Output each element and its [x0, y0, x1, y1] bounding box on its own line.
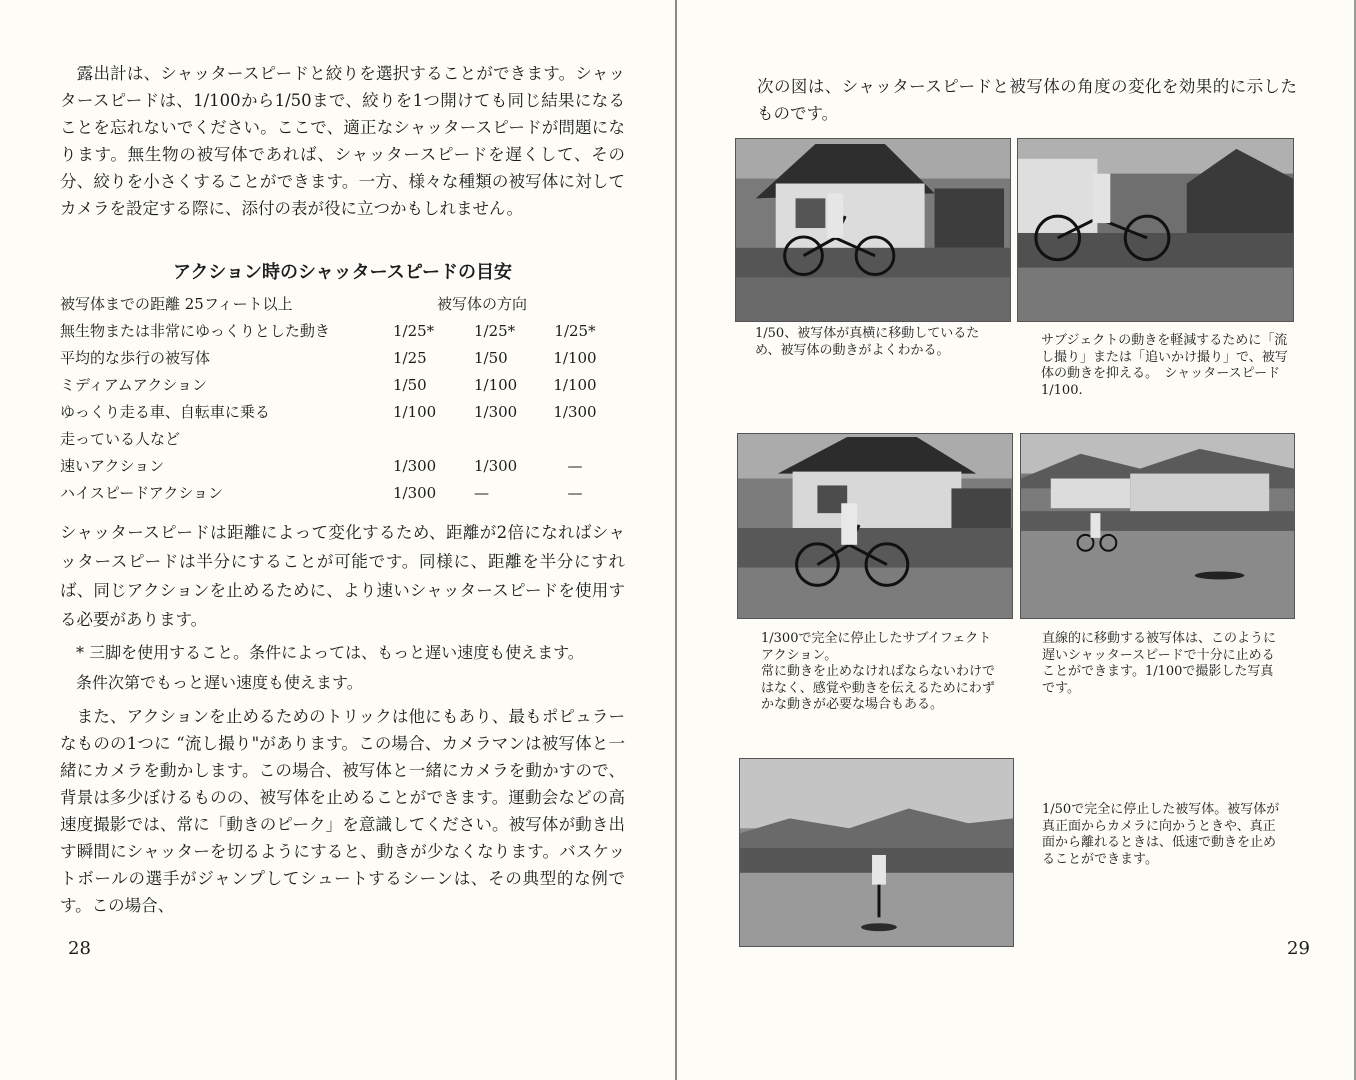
table-row — [60, 425, 600, 452]
row-label: ミディアムアクション — [60, 376, 208, 394]
table-row — [60, 317, 600, 344]
table-row — [60, 452, 600, 479]
speed-cell: 1/50 — [393, 375, 427, 394]
speed-cell: 1/300 — [474, 456, 518, 475]
photo-bicycle-head-on-1-50 — [739, 758, 1014, 947]
photo-bicycle-side-1-50 — [735, 138, 1011, 322]
photo-bicycle-frozen-1-300 — [737, 433, 1013, 619]
shutter-speed-table — [60, 290, 600, 506]
speed-cell — [550, 425, 600, 452]
speed-cell: 1/25 — [393, 348, 427, 367]
row-label: 速いアクション — [60, 457, 165, 475]
intro-paragraph: 露出計は、シャッタースピードと絞りを選択することができます。シャッタースピードは、1/100から1/50まで、絞りを1つ開けても同じ結果になることを忘れないでください。ここで、適正なシャッタースピードが問題になります。無生物の被写体であれば、シャッタースピードを遅くして、その分、絞りを小さくすることができます。一方、様々な種類の被写体に対してカメラを設定する際に、添付の表が役に立つかもしれません。 — [60, 64, 625, 218]
page-number-right: 29 — [1287, 938, 1310, 959]
right-page — [677, 0, 1356, 1080]
caption-photo-1: 1/50、被写体が真横に移動しているため、被写体の動きがよくわかる。 — [755, 326, 980, 358]
table-row — [60, 371, 600, 398]
shutter-table-heading: アクション時のシャッタースピードの目安 — [172, 262, 513, 283]
table-header-row — [60, 290, 600, 317]
panning-paragraph: また、アクションを止めるためのトリックは他にもあり、最もポピュラーなものの1つに “流し撮り"があります。この場合、カメラマンは被写体と一緒にカメラを動かします。この場合、被写体と一緒にカメラを動かすので、背景は多少ぼけるものの、被写体を止めることができます。運動会などの高速度撮影では、常に「動きのピーク」を意識してください。被写体が動き出す瞬間にシャッターを切るようにすると、動きが少なくなります。バスケットボールの選手がジャンプしてシュートするシーンは、その典型的な例です。この場合、 — [60, 707, 625, 915]
table-row — [60, 398, 600, 425]
speed-cell: — — [567, 483, 583, 502]
caption-photo-3: 1/300で完全に停止したサブイフェクトアクション。 常に動きを止めなければならないわけではなく、感覚や動きを伝えるためにわずかな動きが必要な場合もある。 — [761, 631, 996, 712]
speed-cell: 1/100 — [553, 375, 597, 394]
caption-photo-2: サブジェクトの動きを軽減するために「流し撮り」または「追いかけ撮り」で、被写体の動きを抑える。 シャッタースピード 1/100. — [1041, 333, 1288, 398]
speed-cell: 1/50 — [474, 348, 508, 367]
speed-cell: 1/300 — [393, 456, 437, 475]
speed-cell: 1/300 — [393, 483, 437, 502]
page-number-left: 28 — [68, 938, 91, 959]
speed-cell: — — [567, 456, 583, 475]
photo-bicycle-panning-1-100 — [1017, 138, 1294, 322]
footnote-tripod: * 三脚を使用すること。条件によっては、もっと遅い速度も使えます。 — [76, 643, 584, 662]
row-label: ゆっくり走る車、自転車に乗る — [60, 403, 270, 421]
row-label: ハイスピードアクション — [60, 484, 224, 502]
speed-cell: 1/300 — [553, 402, 597, 421]
speed-cell: 1/25* — [554, 321, 596, 340]
row-label: 無生物または非常にゆっくりとした動き — [60, 322, 330, 340]
speed-cell — [393, 425, 474, 452]
table-row — [60, 344, 600, 371]
table-row — [60, 479, 600, 506]
distance-header: 被写体までの距離 25フィート以上 — [60, 295, 293, 313]
speed-cell — [474, 425, 550, 452]
footnote-conditions: 条件次第でもっと遅い速度も使えます。 — [76, 673, 363, 692]
speed-cell: 1/100 — [553, 348, 597, 367]
figures-intro: 次の図は、シャッタースピードと被写体の角度の変化を効果的に示したものです。 — [757, 77, 1297, 123]
speed-cell: 1/25* — [474, 321, 516, 340]
speed-cell: 1/100 — [393, 402, 437, 421]
distance-paragraph: シャッタースピードは距離によって変化するため、距離が2倍になればシャッタースピードは半分にすることが可能です。同様に、距離を半分にすれば、同じアクションを止めるために、より速いシャッタースピードを使用する必要があります。 — [60, 523, 625, 629]
photo-bicycle-distant-1-100 — [1020, 433, 1295, 619]
row-label: 走っている人など — [60, 430, 181, 448]
caption-photo-4: 直線的に移動する被写体は、このように遅いシャッタースピードで十分に止めることができます。1/100で撮影した写真です。 — [1042, 631, 1277, 696]
row-label: 平均的な歩行の被写体 — [60, 349, 211, 367]
speed-cell: 1/300 — [474, 402, 518, 421]
caption-photo-5: 1/50で完全に停止した被写体。被写体が真正面からカメラに向かうときや、真正面から離れるときは、低速で動きを止めることができます。 — [1042, 802, 1280, 867]
speed-cell: 1/25* — [393, 321, 435, 340]
speed-cell: — — [474, 483, 489, 502]
left-page — [0, 0, 676, 1080]
speed-cell: 1/100 — [474, 375, 518, 394]
direction-header: 被写体の方向 — [437, 295, 528, 313]
